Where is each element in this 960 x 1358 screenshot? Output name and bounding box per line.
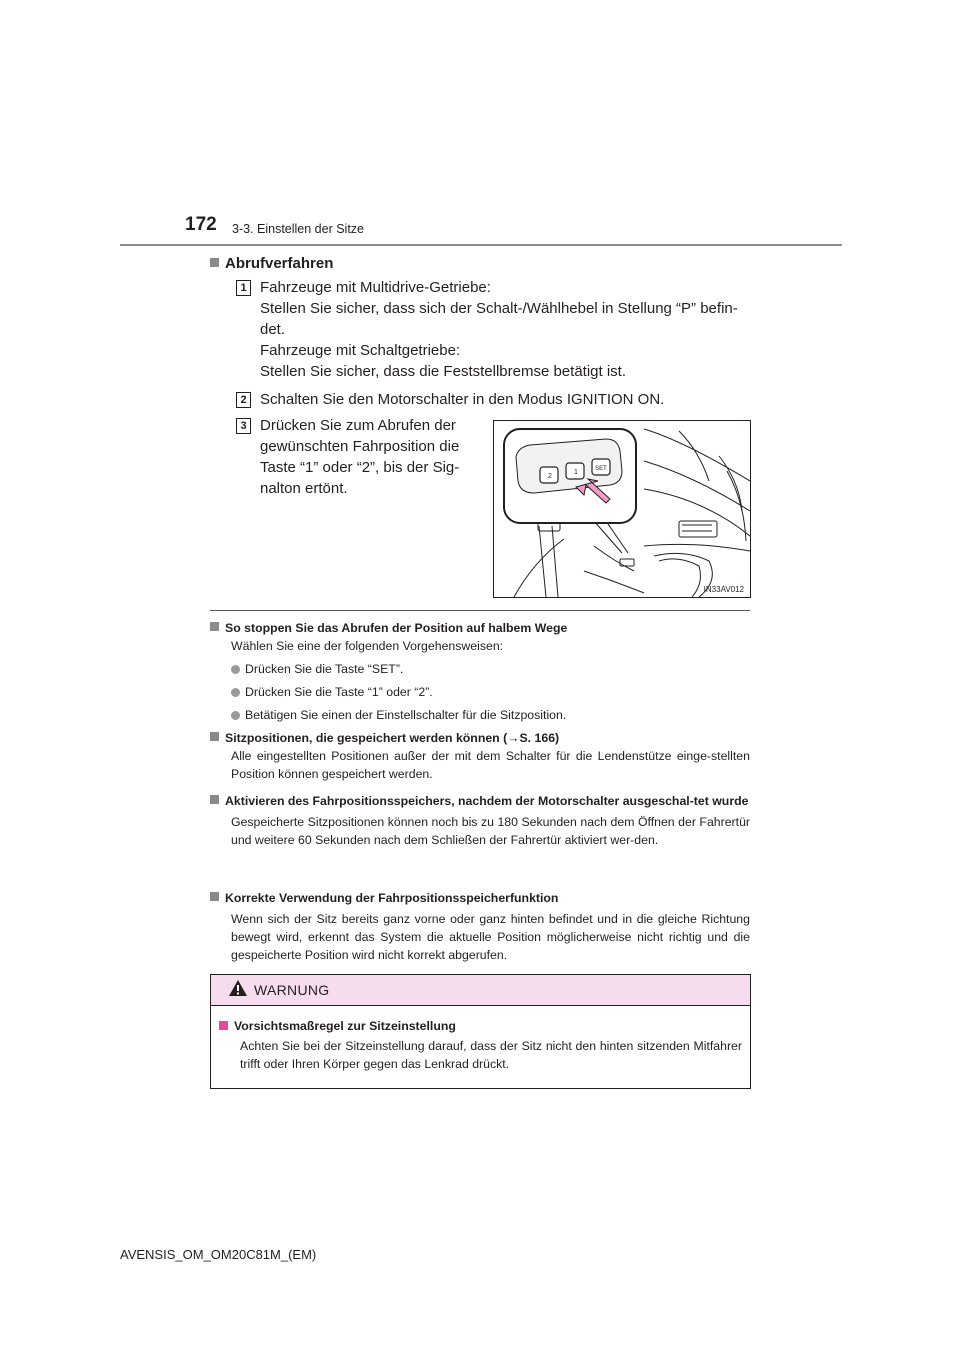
note-correct-usage	[210, 889, 750, 964]
note-heading-text: Sitzpositionen, die gespeichert werden können (→S. 166)	[225, 731, 560, 745]
step-3-line: nalton ertönt.	[260, 480, 348, 497]
list-item	[210, 660, 750, 678]
page-number: 172	[185, 214, 217, 235]
warning-title: WARNUNG	[254, 982, 330, 998]
warning-triangle-icon	[228, 979, 248, 997]
note-heading-text: Korrekte Verwendung der Fahrpositionsspeicherfunktion	[225, 891, 559, 905]
list-item	[210, 683, 750, 701]
note-activation-after-off	[210, 792, 750, 849]
pink-square-bullet-icon	[219, 1021, 228, 1030]
step-2-text	[260, 389, 664, 410]
step-3-line: Drücken Sie zum Abrufen der	[260, 417, 456, 434]
note-heading	[210, 889, 750, 907]
memory-button-illustration	[493, 420, 751, 598]
door-panel-drawing	[494, 421, 750, 597]
button-2-label: 2	[548, 473, 552, 480]
list-item	[210, 706, 750, 724]
step-1-line: Stellen Sie sicher, dass die Feststellbremse betätigt ist.	[260, 363, 627, 380]
step-number-3: 3	[236, 418, 251, 434]
square-bullet-icon	[210, 622, 219, 631]
note-heading-text: So stoppen Sie das Abrufen der Position auf halbem Wege	[225, 621, 568, 635]
note-body: Gespeicherte Sitzpositionen können noch bis zu 180 Sekunden nach dem Öffnen der Fahrertür und weitere 60 Sekunden nach dem Schließen der Fahrertür aktiviert wer-den.	[231, 815, 750, 847]
document-code: AVENSIS_OM_OM20C81M_(EM)	[120, 1247, 317, 1262]
round-bullet-icon	[231, 688, 240, 697]
round-bullet-icon	[231, 711, 240, 720]
warning-header	[211, 975, 750, 1006]
round-bullet-icon	[231, 665, 240, 674]
section-divider	[210, 610, 750, 611]
note-storable-positions	[210, 729, 750, 783]
note-heading	[210, 792, 750, 810]
list-item-text: Drücken Sie die Taste “1” oder “2”.	[245, 685, 433, 699]
header-divider	[120, 244, 842, 246]
step-1-line: Fahrzeuge mit Schaltgetriebe:	[260, 342, 461, 359]
list-item-text: Drücken Sie die Taste “SET”.	[245, 662, 404, 676]
step-3-line: Taste “1” oder “2”, bis der Sig-	[260, 459, 460, 476]
warning-body: Achten Sie bei der Sitzeinstellung darauf, dass der Sitz nicht den hinten sitzenden Mitfahrer trifft oder Ihren Körper gegen das Lenkrad drückt.	[240, 1039, 742, 1071]
note-heading	[210, 729, 750, 747]
set-button-label: SET	[595, 466, 607, 472]
button-1-label: 1	[574, 469, 578, 476]
step-2-line: Schalten Sie den Motorschalter in den Modus IGNITION ON.	[260, 391, 665, 408]
square-bullet-icon	[210, 795, 219, 804]
procedure-heading	[210, 255, 333, 272]
step-number-2: 2	[236, 392, 251, 408]
step-1-line: Stellen Sie sicher, dass sich der Schalt-/Wählhebel in Stellung “P” befin-	[260, 300, 738, 317]
note-body: Alle eingestellten Positionen außer der mit dem Schalter für die Lendenstütze einge-stellten Position können gespeichert werden.	[231, 749, 750, 781]
list-item-text: Betätigen Sie einen der Einstellschalter für die Sitzposition.	[245, 708, 567, 722]
figure-code: IN33AV012	[703, 585, 744, 594]
note-body: Wenn sich der Sitz bereits ganz vorne oder ganz hinten befindet und in die gleiche Richtung bewegt wird, erkennt das System die aktuelle Position möglicherweise nicht richtig und die gespeicherte Position wird nicht korrekt abgerufen.	[231, 912, 750, 962]
step-1-line: Fahrzeuge mit Multidrive-Getriebe:	[260, 279, 491, 296]
square-bullet-icon	[210, 258, 219, 267]
procedure-heading-text: Abrufverfahren	[225, 255, 334, 272]
step-1-text	[260, 277, 738, 382]
step-1-line: det.	[260, 321, 286, 338]
section-title: 3-3. Einstellen der Sitze	[232, 222, 365, 236]
note-heading	[210, 619, 750, 637]
square-bullet-icon	[210, 732, 219, 741]
note-body: Wählen Sie eine der folgenden Vorgehensweisen:	[231, 639, 504, 653]
warning-box	[210, 974, 751, 1089]
note-stop-recall	[210, 619, 750, 724]
warning-subheading	[219, 1019, 456, 1033]
square-bullet-icon	[210, 892, 219, 901]
step-3-text	[260, 415, 476, 499]
step-3-line: gewünschten Fahrposition die	[260, 438, 460, 455]
step-number-1: 1	[236, 280, 251, 296]
warning-subheading-text: Vorsichtsmaßregel zur Sitzeinstellung	[234, 1019, 456, 1033]
note-heading-text: Aktivieren des Fahrpositionsspeichers, nachdem der Motorschalter ausgeschal-tet wurde	[225, 794, 749, 808]
